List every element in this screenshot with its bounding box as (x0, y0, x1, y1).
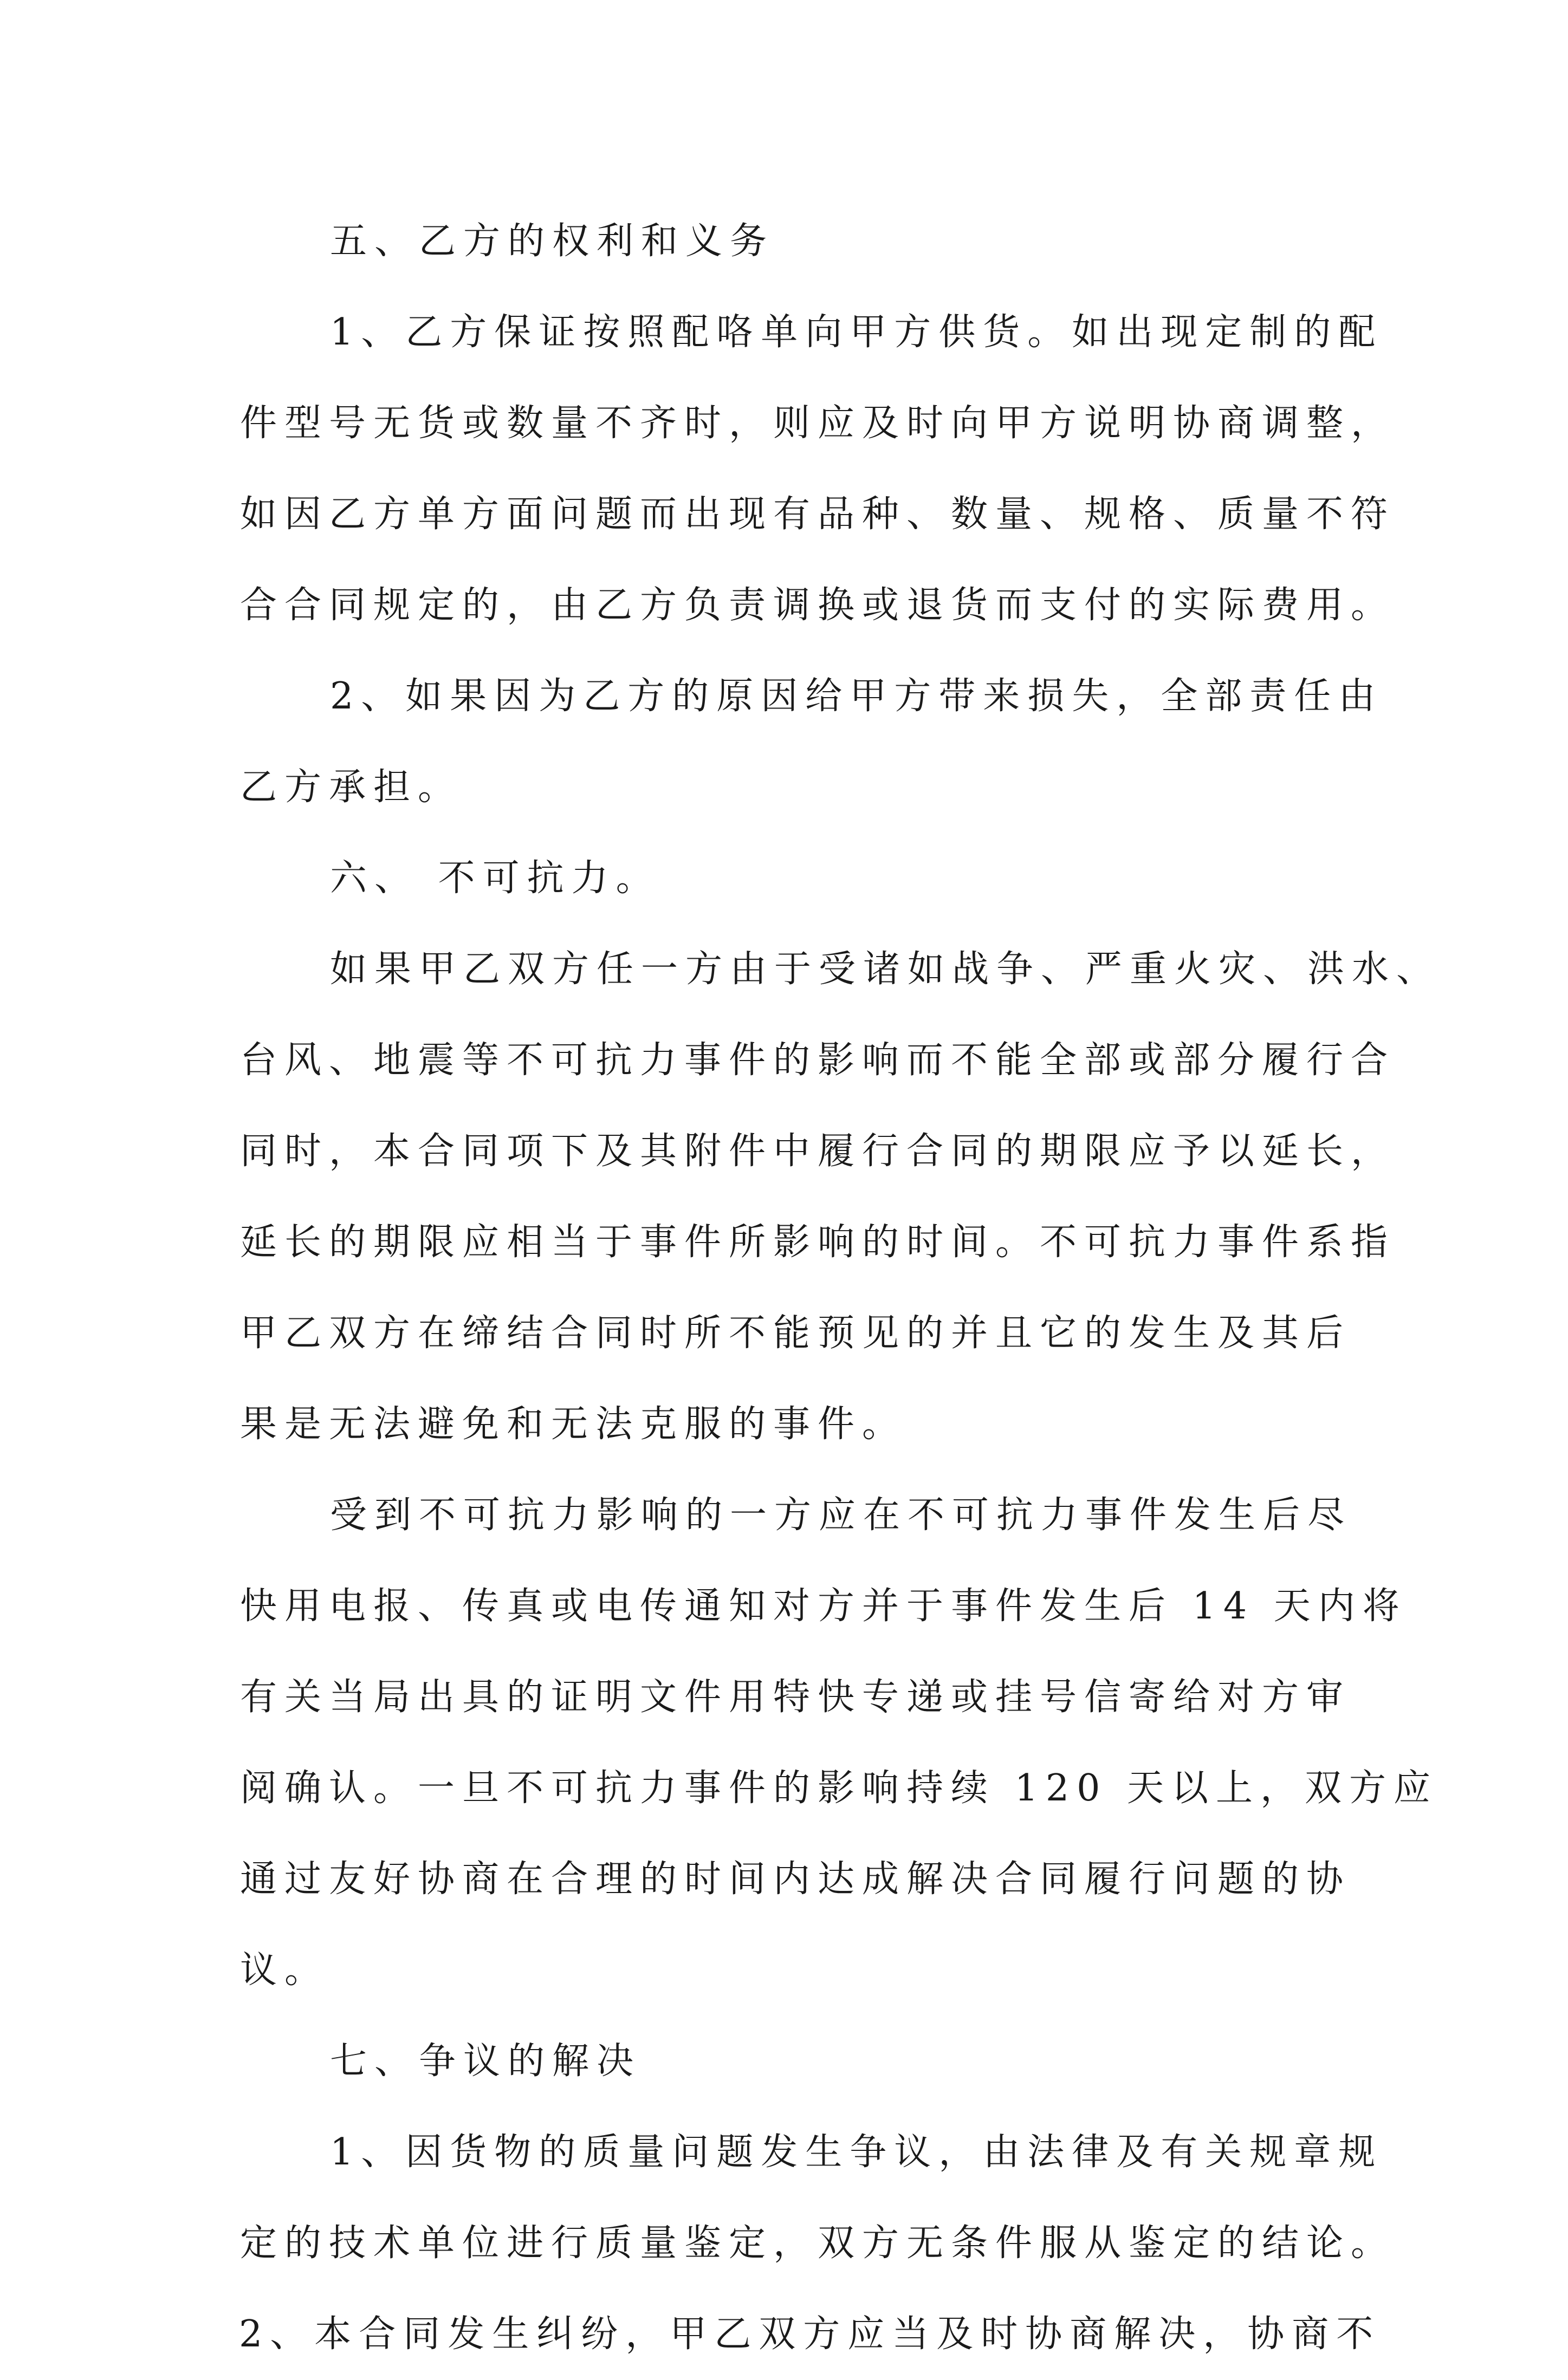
paragraph-line: 有关当局出具的证明文件用特快专递或挂号信寄给对方审 (240, 1676, 1351, 1719)
paragraph-line: 甲乙双方在缔结合同时所不能预见的并且它的发生及其后 (240, 1312, 1351, 1355)
paragraph-line: 通过友好协商在合理的时间内达成解决合同履行问题的协 (240, 1858, 1351, 1901)
paragraph-line: 台风、地震等不可抗力事件的影响而不能全部或部分履行合 (240, 1039, 1396, 1082)
clause-line: 2、本合同发生纠纷，甲乙双方应当及时协商解决，协商不 (239, 2313, 1381, 2356)
paragraph-line: 延长的期限应相当于事件所影响的时间。不可抗力事件系指 (240, 1221, 1396, 1264)
paragraph-line: 同时，本合同项下及其附件中履行合同的期限应予以延长， (240, 1130, 1396, 1173)
paragraph-line: 如果甲乙双方任一方由于受诸如战争、严重火灾、洪水、 (330, 948, 1441, 991)
clause-line: 1、乙方保证按照配咯单向甲方供货。如出现定制的配 (330, 311, 1383, 354)
paragraph-line: 果是无法避免和无法克服的事件。 (240, 1403, 907, 1446)
section-heading-force-majeure: 六、 不可抗力。 (330, 857, 660, 900)
clause-line: 合合同规定的，由乙方负责调换或退货而支付的实际费用。 (240, 584, 1396, 627)
paragraph-line: 议。 (240, 1949, 329, 1992)
clause-line: 1、因货物的质量问题发生争议，由法律及有关规章规 (330, 2131, 1383, 2174)
clause-line: 2、如果因为乙方的原因给甲方带来损失，全部责任由 (330, 675, 1383, 718)
clause-line: 定的技术单位进行质量鉴定，双方无条件服从鉴定的结论。 (240, 2222, 1396, 2265)
clause-line: 乙方承担。 (240, 766, 463, 809)
paragraph-line: 阅确认。一旦不可抗力事件的影响持续 120 天以上，双方应 (240, 1767, 1439, 1810)
clause-line: 件型号无货或数量不齐时，则应及时向甲方说明协商调整， (240, 402, 1396, 445)
section-heading-dispute-resolution: 七、争议的解决 (330, 2040, 642, 2083)
clause-line: 如因乙方单方面问题而出现有品种、数量、规格、质量不符 (240, 493, 1396, 536)
paragraph-line: 快用电报、传真或电传通知对方并于事件发生后 14 天内将 (240, 1585, 1407, 1628)
section-heading-party-b-rights: 五、乙方的权利和义务 (330, 220, 775, 263)
contract-text-body (239, 196, 1441, 2380)
paragraph-line: 受到不可抗力影响的一方应在不可抗力事件发生后尽 (330, 1494, 1352, 1537)
